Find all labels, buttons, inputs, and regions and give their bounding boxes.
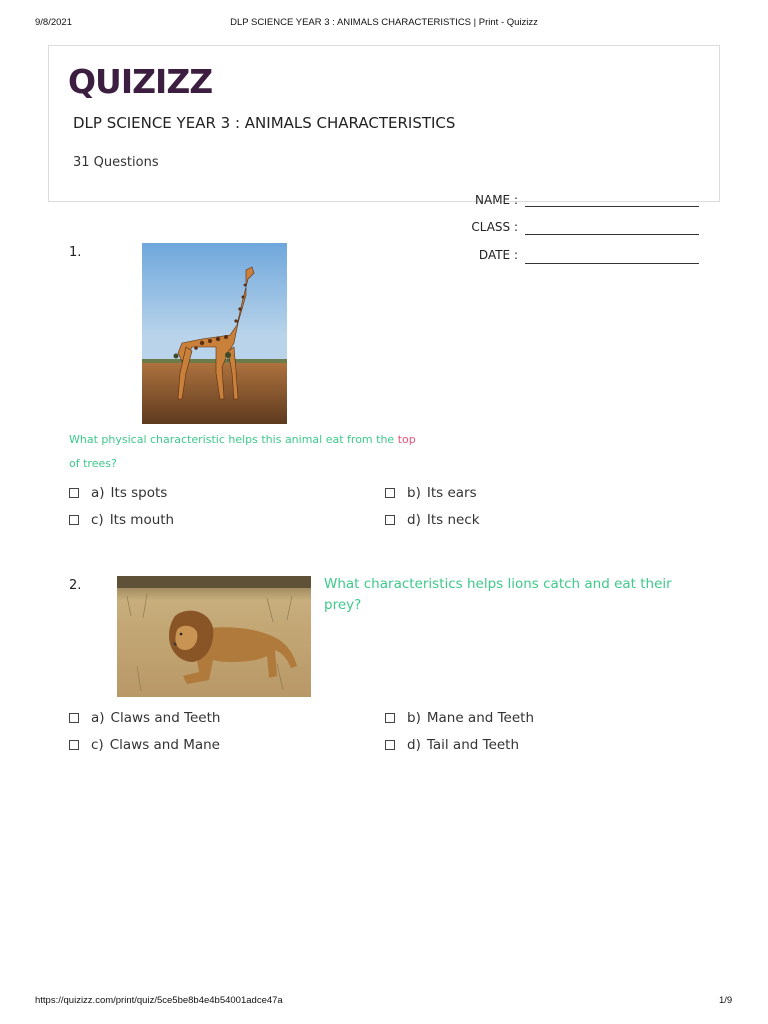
option-d[interactable] [385,512,480,528]
date-field[interactable] [525,263,699,264]
option-a[interactable] [69,710,220,726]
checkbox[interactable] [69,488,79,498]
option-text: Mane and Teeth [426,710,535,726]
option-text: Its spots [110,485,168,501]
prompt-highlight: top [397,433,416,446]
date-label: DATE : [478,248,518,262]
quiz-title: DLP SCIENCE YEAR 3 : ANIMALS CHARACTERISTICS [73,114,456,132]
checkbox[interactable] [385,713,395,723]
option-d[interactable] [385,737,519,753]
option-text: Claws and Teeth [110,710,221,726]
checkbox[interactable] [69,515,79,525]
option-text: Its ears [426,485,477,501]
option-text: Tail and Teeth [426,737,520,753]
option-letter: b) [407,485,421,501]
prompt-text: What physical characteristic helps this animal eat from the [69,433,398,446]
class-field[interactable] [525,234,699,235]
checkbox[interactable] [69,713,79,723]
checkbox[interactable] [385,488,395,498]
option-c[interactable] [69,737,220,753]
question-prompt: What characteristics helps lions catch and eat their prey? [324,576,672,613]
option-text: Claws and Mane [109,737,220,753]
class-label: CLASS : [471,220,518,234]
option-letter: d) [407,737,421,753]
quizizz-logo: QUIZIZZ [68,62,213,101]
checkbox[interactable] [385,740,395,750]
print-title: DLP SCIENCE YEAR 3 : ANIMALS CHARACTERISTICS | Print - Quizizz [230,17,538,28]
option-c[interactable] [69,512,174,528]
option-text: Its mouth [109,512,175,528]
question-count: 31 Questions [73,155,159,170]
checkbox[interactable] [385,515,395,525]
option-letter: d) [407,512,421,528]
option-b[interactable] [385,485,477,501]
option-letter: c) [91,737,104,753]
question-number: 2. [69,578,82,593]
print-url: https://quizizz.com/print/quiz/5ce5be8b4e4b54001adce47a [35,995,283,1006]
option-letter: c) [91,512,104,528]
checkbox[interactable] [69,740,79,750]
prompt-text-end: of trees? [69,457,117,470]
option-b[interactable] [385,710,534,726]
name-label: NAME : [475,193,518,207]
option-letter: a) [91,710,105,726]
option-letter: b) [407,710,421,726]
name-field[interactable] [525,206,699,207]
option-text: Its neck [426,512,480,528]
lion-image [117,576,311,697]
print-date: 9/8/2021 [35,17,72,28]
giraffe-image [142,243,287,424]
question-prompt [69,428,429,476]
page-number: 1/9 [719,995,733,1006]
option-letter: a) [91,485,105,501]
question-number: 1. [69,245,82,260]
option-a[interactable] [69,485,167,501]
